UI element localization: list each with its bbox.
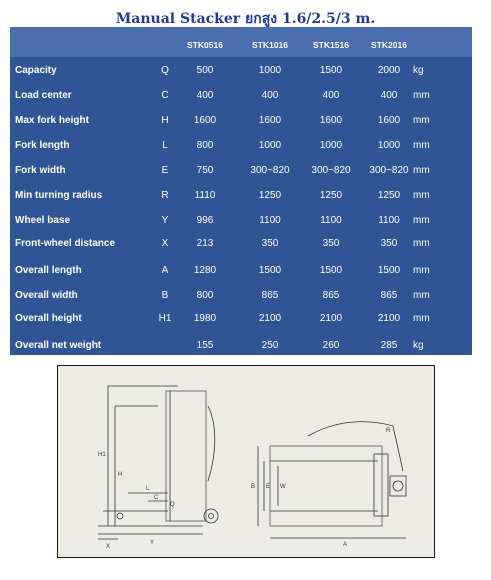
row-value: 1250 — [258, 190, 282, 201]
row-value: 1250 — [377, 190, 401, 201]
row-value: 1000 — [377, 140, 401, 151]
row-value: 260 — [322, 340, 340, 351]
row-value: 2100 — [377, 313, 401, 324]
side-front-wheel — [117, 513, 123, 519]
row-value: 865 — [322, 290, 340, 301]
row-symbol: X — [161, 238, 169, 249]
row-value: 300~820 — [369, 165, 409, 176]
row-value: 1500 — [319, 65, 343, 76]
label-c: C — [154, 495, 159, 501]
row-symbol: C — [161, 90, 169, 101]
row-value: 300~820 — [311, 165, 351, 176]
row-value: 400 — [261, 90, 279, 101]
row-unit: mm — [413, 190, 430, 201]
row-value: 400 — [196, 90, 214, 101]
row-value: 250 — [261, 340, 279, 351]
row-value: 1500 — [258, 265, 282, 276]
row-unit: mm — [413, 165, 430, 176]
top-radius-arc — [308, 422, 393, 436]
row-value: 350 — [261, 238, 279, 249]
label-b: B — [251, 484, 256, 490]
row-value: 1600 — [319, 115, 343, 126]
row-label: Max fork height — [15, 115, 89, 126]
row-label: Wheel base — [15, 215, 71, 226]
label-q: Q — [170, 502, 175, 508]
column-header-stk1516: STK1516 — [313, 40, 349, 50]
row-value: 1100 — [378, 215, 400, 226]
label-w: W — [280, 484, 286, 490]
row-label: Capacity — [15, 65, 57, 76]
row-value: 1500 — [319, 265, 343, 276]
spec-table — [10, 27, 472, 355]
row-value: 800 — [196, 290, 214, 301]
row-unit: mm — [413, 115, 430, 126]
row-symbol: B — [161, 290, 169, 301]
row-value: 800 — [196, 140, 214, 151]
row-symbol: E — [161, 165, 169, 176]
row-value: 285 — [380, 340, 398, 351]
row-value: 400 — [380, 90, 398, 101]
technical-drawing — [57, 365, 435, 558]
row-value: 1100 — [259, 215, 281, 226]
top-handle — [390, 476, 406, 496]
column-header-stk2016: STK2016 — [371, 40, 407, 50]
row-value: 865 — [261, 290, 279, 301]
row-value: 1000 — [258, 140, 282, 151]
row-value: 2100 — [319, 313, 343, 324]
row-value: 2000 — [377, 65, 401, 76]
label-l: L — [146, 486, 150, 492]
row-unit: mm — [413, 265, 430, 276]
row-value: 996 — [196, 215, 214, 226]
row-value: 865 — [380, 290, 398, 301]
row-unit: kg — [413, 65, 424, 76]
row-symbol: R — [161, 190, 169, 201]
row-label: Overall length — [15, 265, 82, 276]
row-value: 1280 — [193, 265, 217, 276]
top-body — [270, 446, 382, 526]
row-value: 1000 — [258, 65, 282, 76]
row-value: 213 — [196, 238, 214, 249]
row-value: 350 — [380, 238, 398, 249]
side-handle — [208, 406, 215, 481]
label-x: X — [106, 544, 111, 550]
row-value: 1600 — [377, 115, 401, 126]
row-unit: mm — [413, 215, 430, 226]
row-label: Overall net weight — [15, 340, 102, 351]
label-h: H — [118, 472, 123, 478]
row-unit: kg — [413, 340, 424, 351]
row-label: Front-wheel distance — [15, 238, 116, 249]
row-symbol: Q — [161, 65, 169, 76]
row-value: 1100 — [320, 215, 342, 226]
top-mast — [374, 454, 388, 516]
row-value: 1600 — [258, 115, 282, 126]
top-wheel — [393, 481, 403, 491]
row-label: Min turning radius — [15, 190, 103, 201]
label-e: E — [266, 484, 271, 490]
row-symbol: Y — [161, 215, 169, 226]
row-label: Fork width — [15, 165, 66, 176]
row-value: 750 — [196, 165, 214, 176]
row-value: 1500 — [377, 265, 401, 276]
row-value: 500 — [196, 65, 214, 76]
row-value: 350 — [322, 238, 340, 249]
row-value: 1980 — [193, 313, 217, 324]
label-r: R — [386, 428, 391, 434]
row-label: Load center — [15, 90, 72, 101]
row-value: 1600 — [193, 115, 217, 126]
row-value: 300~820 — [250, 165, 290, 176]
label-y: Y — [150, 540, 155, 546]
row-value: 1000 — [319, 140, 343, 151]
row-unit: mm — [413, 90, 430, 101]
row-value: 1250 — [319, 190, 343, 201]
row-value: 155 — [196, 340, 214, 351]
row-unit: mm — [413, 140, 430, 151]
label-h1: H1 — [98, 452, 106, 458]
column-header-stk1016: STK1016 — [252, 40, 288, 50]
row-value: 400 — [322, 90, 340, 101]
row-symbol: A — [161, 265, 169, 276]
row-value: 2100 — [258, 313, 282, 324]
row-unit: mm — [413, 238, 430, 249]
dimension-diagram — [58, 366, 434, 557]
row-unit: mm — [413, 290, 430, 301]
side-rear-hub — [209, 514, 214, 519]
row-symbol: H1 — [158, 313, 172, 324]
row-value: 1110 — [194, 190, 216, 201]
row-symbol: H — [161, 115, 169, 126]
row-label: Overall height — [15, 313, 82, 324]
row-label: Fork length — [15, 140, 70, 151]
row-symbol: L — [162, 140, 168, 151]
column-header-stk0516: STK0516 — [187, 40, 223, 50]
row-label: Overall width — [15, 290, 78, 301]
row-unit: mm — [413, 313, 430, 324]
page-title: Manual Stacker ยกสูง 1.6/2.5/3 m. — [115, 11, 376, 27]
top-radius-line — [393, 426, 403, 471]
label-a: A — [343, 542, 348, 548]
